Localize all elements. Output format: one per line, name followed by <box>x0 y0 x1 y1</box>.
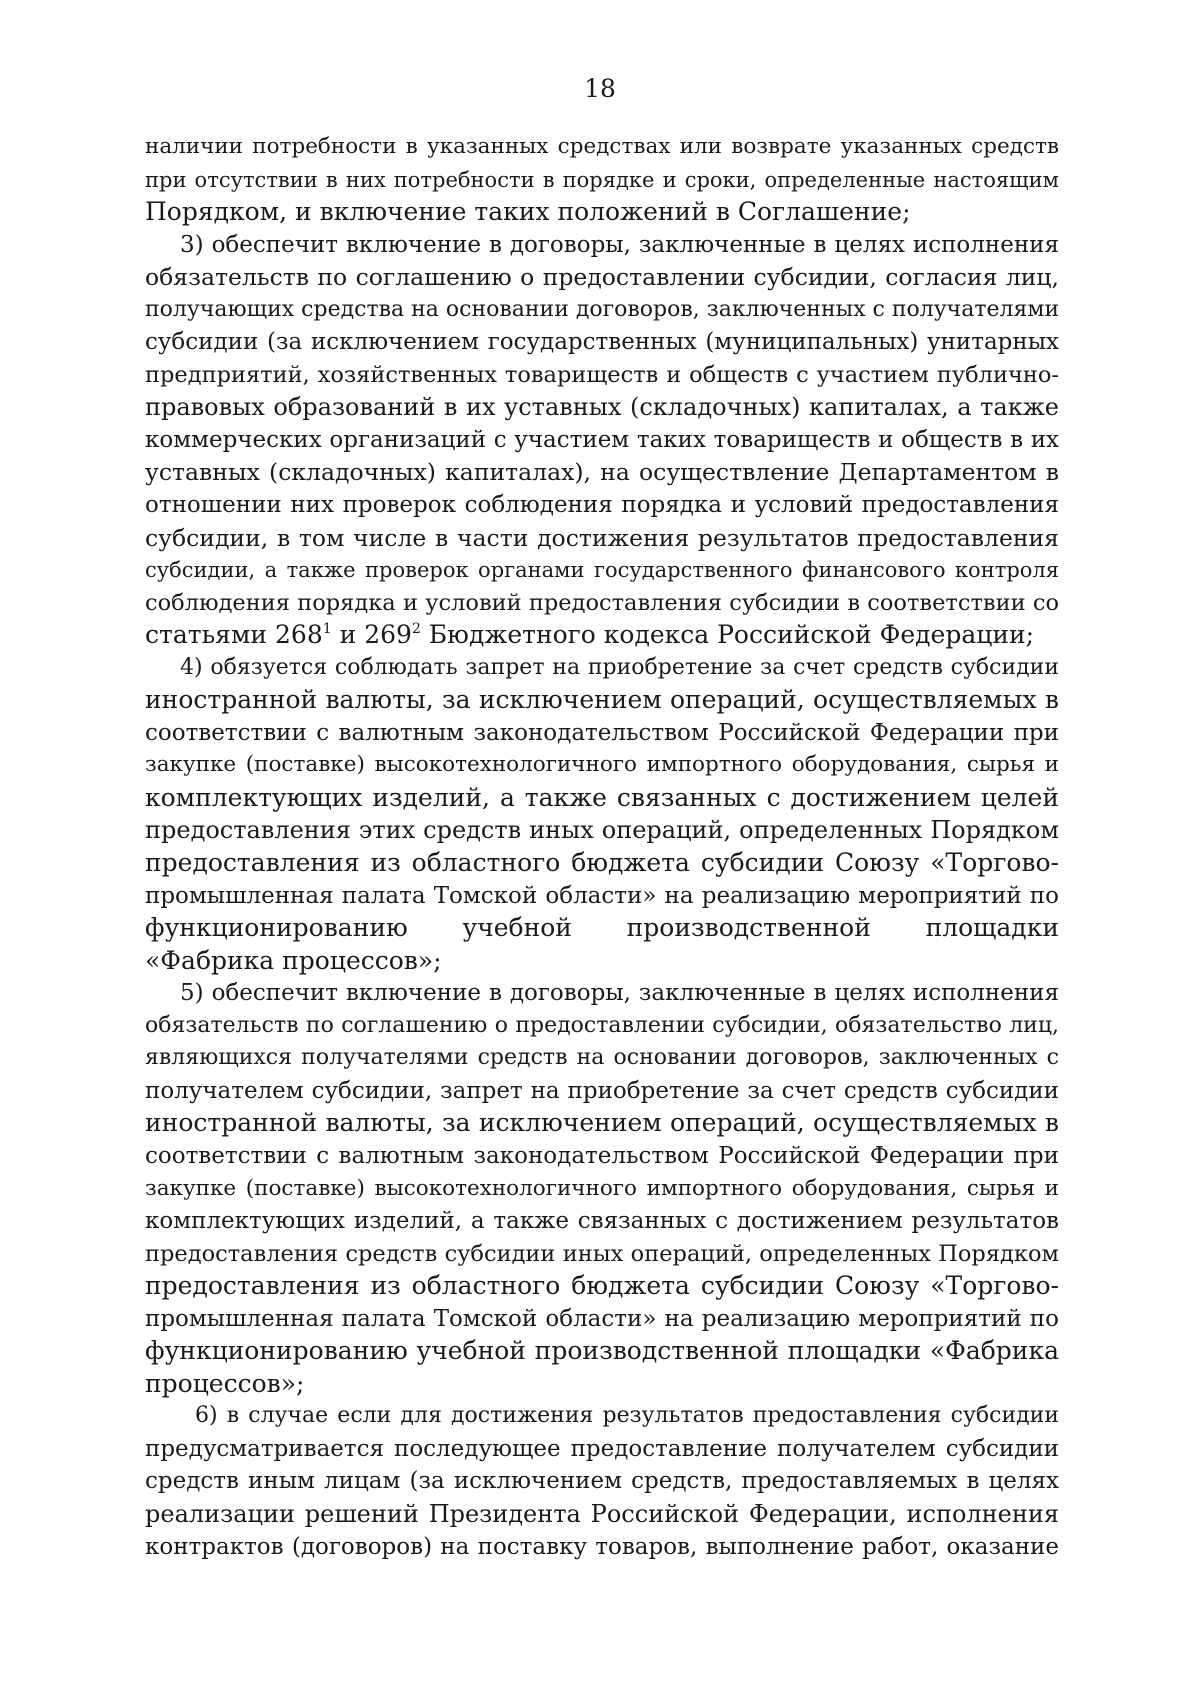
text-line: коммерческих организаций с участием таких товариществ и обществ в их <box>145 426 1059 453</box>
text-line: контрактов (договоров) на поставку товаров, выполнение работ, оказание <box>145 1533 1059 1560</box>
text-line: иностранной валюты, за исключением операций, осуществляемых в <box>145 1108 1059 1138</box>
text-line: промышленная палата Томской области» на реализацию мероприятий по <box>145 882 1059 909</box>
text-line: «Фабрика процессов»; <box>145 945 442 975</box>
text-line: предоставления средств субсидии иных операций, определенных Порядком <box>145 1240 1059 1267</box>
page-number: 18 <box>584 74 616 103</box>
text-line: реализации решений Президента Российской Федерации, исполнения <box>145 1499 1059 1528</box>
text-line: 6) в случае если для достижения результатов предоставления субсидии <box>195 1403 1059 1429</box>
text-line: комплектующих изделий, а также связанных с достижением результатов <box>145 1208 1059 1235</box>
text-line: промышленная палата Томской области» на реализацию мероприятий по <box>145 1305 1059 1332</box>
text-line: предприятий, хозяйственных товариществ и обществ с участием публично- <box>145 361 1059 388</box>
text-line: 5) обеспечит включение в договоры, заключенные в целях исполнения <box>180 980 1059 1007</box>
text-line: обязательств по соглашению о предоставлении субсидии, обязательство лиц, <box>145 1012 1059 1038</box>
superscript: 1 <box>322 621 332 638</box>
text-line: иностранной валюты, за исключением операций, осуществляемых в <box>145 685 1059 715</box>
text-line: являющихся получателями средств на основании договоров, заключенных с <box>145 1045 1059 1071</box>
text-line: предусматривается последующее предоставление получателем субсидии <box>145 1435 1059 1462</box>
document-body <box>145 131 1059 1563</box>
text-line: уставных (складочных) капиталах), на осуществление Департаментом в <box>145 458 1059 487</box>
text-line: наличии потребности в указанных средствах или возврате указанных средств <box>145 134 1059 159</box>
text-line: закупке (поставке) высокотехнологичного импортного оборудования, сырья и <box>145 752 1059 778</box>
text-line <box>145 619 1059 652</box>
text-line: получателем субсидии, запрет на приобретение за счет средств субсидии <box>145 1077 1059 1104</box>
text-line: соблюдения порядка и условий предоставления субсидии в соответствии со <box>145 589 1059 616</box>
text-line: комплектующих изделий, а также связанных с достижением целей <box>145 782 1059 812</box>
text-line: процессов»; <box>145 1368 305 1398</box>
text-line: соответствии с валютным законодательством Российской Федерации при <box>145 1142 1059 1169</box>
text-line: функционированию учебной производственной площадки <box>145 913 1059 943</box>
text-line: обязательств по соглашению о предоставлении субсидии, согласия лиц, <box>145 263 1059 292</box>
text-fragment: и 269 <box>331 620 412 650</box>
text-line: субсидии, а также проверок органами государственного финансового контроля <box>145 558 1059 583</box>
text-line: при отсутствии в них потребности в порядке и сроки, определенные настоящим <box>145 167 1059 192</box>
text-line: получающих средства на основании договоров, заключенных с получателями <box>145 296 1060 322</box>
text-line: средств иным лицам (за исключением средств, предоставляемых в целях <box>145 1468 1059 1495</box>
text-line: Порядком, и включение таких положений в Соглашение; <box>145 197 911 227</box>
text-fragment: Бюджетного кодекса Российской Федерации; <box>420 620 1035 650</box>
superscript: 2 <box>411 621 421 638</box>
text-line: функционированию учебной производственной площадки «Фабрика <box>145 1336 1059 1366</box>
text-line: предоставления этих средств иных операций, определенных Порядком <box>145 816 1059 845</box>
text-line: закупке (поставке) высокотехнологичного импортного оборудования, сырья и <box>145 1175 1059 1201</box>
text-line: 3) обеспечит включение в договоры, заключенные в целях исполнения <box>180 231 1059 258</box>
text-fragment: статьями 268 <box>145 620 323 650</box>
text-line: 4) обязуется соблюдать запрет на приобретение за счет средств субсидии <box>180 654 1059 680</box>
text-line: субсидии, в том числе в части достижения результатов предоставления <box>145 523 1059 552</box>
text-line: предоставления из областного бюджета субсидии Союзу «Торгово- <box>145 848 1059 878</box>
text-line: отношении них проверок соблюдения порядка и условий предоставления <box>145 492 1059 519</box>
text-line: субсидии (за исключением государственных (муниципальных) унитарных <box>145 329 1059 356</box>
text-line: предоставления из областного бюджета субсидии Союзу «Торгово- <box>145 1271 1059 1301</box>
text-line: соответствии с валютным законодательством Российской Федерации при <box>145 719 1059 746</box>
text-line: правовых образований в их уставных (складочных) капиталах, а также <box>145 393 1059 422</box>
